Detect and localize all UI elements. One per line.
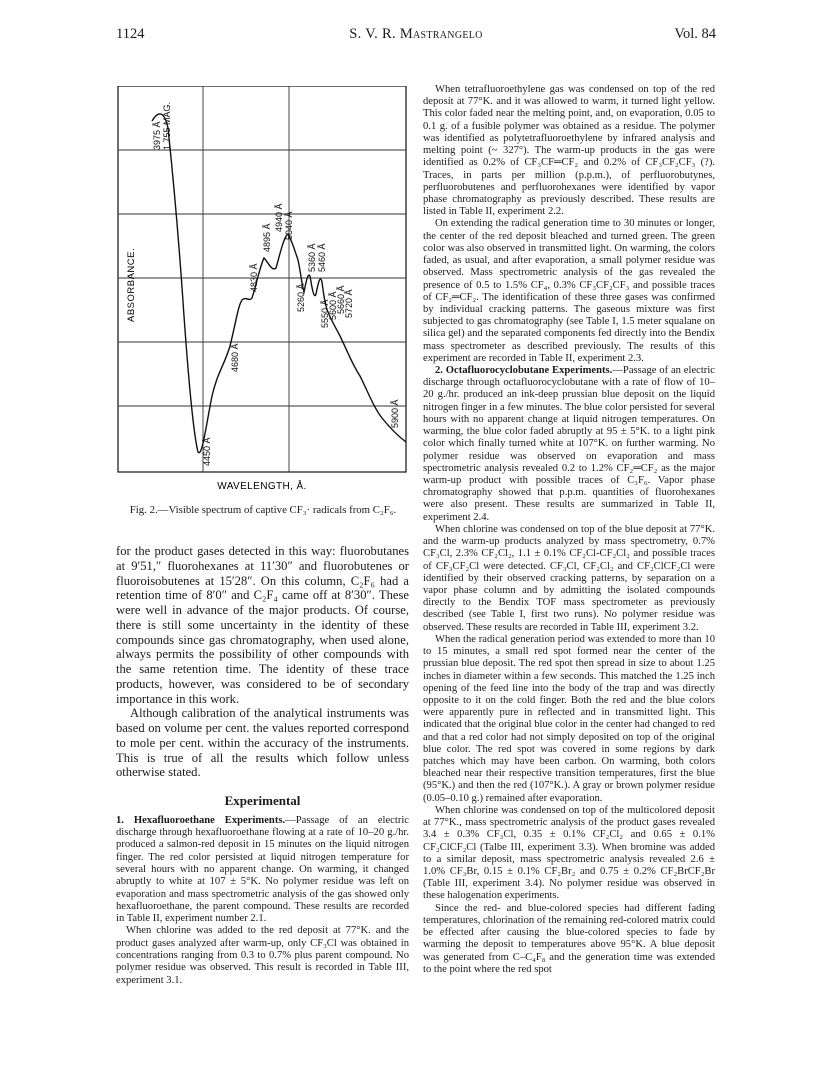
author-header: S. V. R. Mastrangelo xyxy=(349,26,483,42)
running-head xyxy=(116,26,716,46)
paragraph: Although calibration of the analytical instruments was based on volume per cent. the values reported correspond to mole per cent. within the accuracy of the instruments. This is true of all the results which follow unless otherwise stated. xyxy=(116,706,409,780)
left-column xyxy=(116,544,409,987)
section-heading: Experimental xyxy=(224,793,301,808)
peak-label: 5720 Å xyxy=(344,289,354,318)
peak-label: 5040 Å xyxy=(284,211,294,240)
paragraph: When chlorine was condensed on top of the multicolored deposit at 77°K., mass spectrometric analysis of the product gases revealed 3.4 ± 0.3% CF₃Cl, 0.35 ± 0.1% CF₂Cl₂ and 0.65 ± 0.1% CF₂ClCF₂Cl (Talbe III, experiment 3.3). When bromine was added to a similar deposit, mass spectrometric analysis revealed 2.6 ± 1.0% CF₃Br, 0.15 ± 0.1% CF₂Br₂ and 0.75 ± 0.2% CF₂BrCF₂Br (Table III, experiment 3.4). No polymer residue was observed in these halogenation experiments. xyxy=(423,804,715,902)
peak-label: 4895 Å xyxy=(262,223,272,252)
peak-label: 4680 Å xyxy=(230,343,240,372)
peak-label: 5260 Å xyxy=(296,283,306,312)
volume-header: Vol. 84 xyxy=(674,26,716,42)
peak-label: 5360 Å xyxy=(307,243,317,272)
peak-label: 5660 Å xyxy=(336,285,346,314)
page-number: 1124 xyxy=(116,26,145,42)
paragraph: for the product gases detected in this way: fluorobutanes at 9′51,″ fluorohexanes at 11′30″ and fluorobutenes or fluoroisobutenes at 15′28″. On this column, C₂F₆ had a retention time of 8′0″ and C₂F₄ came off at 8′30″. These were well in advance of the major products. Of course, there is still some uncertainty in the identity of these compounds since gas chromatography, when used alone, always permits the possibility of other compounds with the same retention time. The identity of these trace products, however, was considered to be of secondary importance in this work. xyxy=(116,544,409,706)
y-axis-label: ABSORBANCE. xyxy=(126,247,137,322)
paragraph: On extending the radical generation time to 30 minutes or longer, the center of the red deposit bleached and turned green. The green color was also observed in transmitted light. On warming, the colors faded, as usual, and after evaporation, a small polymer residue was observed. Mass spectrometric analysis of the gas revealed the presence of 0.5 to 1.5% CF₄, 0.3% CF₃CF₂CF₃ and possible traces of CF₂═CF₂. The identification of these three gases was confirmed by individual cracking patterns. The gaseous mixture was first subjected to gas chromatography (see Table I, 1.5 meter squalane on silica gel) and the separated components fed directly into the Bendix mass spectrometer as described previously. The results of this experiment are recorded in Table II, experiment 2.3. xyxy=(423,218,715,364)
spectrum-plot xyxy=(112,86,412,496)
paragraph: When chlorine was added to the red deposit at 77°K. and the product gases analyzed after warm-up, only CF₃Cl was obtained in concentrations ranging from 0.3 to 0.7% plus parent compound. No polymer residue was observed. This result is recorded in Table III, experiment 3.1. xyxy=(116,925,409,986)
subsection-title: 1. Hexafluoroethane Experiments. xyxy=(116,814,286,826)
peak-label: 4830 Å xyxy=(249,263,259,292)
paragraph: Since the red- and blue-colored species had different fading temperatures, chlorination of the remaining red-colored matrix could be effected after causing the blue-colored species to fade by warming the deposit to temperatures above 95°K. A blue deposit was generated from C–C₄F₈ and the generation time was extended to the point where the red spot xyxy=(423,902,715,975)
peak-label: 3975 Å xyxy=(152,121,162,150)
figure-caption: Fig. 2.—Visible spectrum of captive CF₃· radicals from C₂F₆. xyxy=(129,504,397,516)
peak-label: 1.755 MAG. xyxy=(162,101,172,150)
spectrum-figure xyxy=(112,86,412,526)
paragraph: 2. Octafluorocyclobutane Experiments.—Passage of an electric discharge through octafluorocyclobutane with a rate of flow of 10–20 g./hr. produced an ink-deep prussian blue deposit on the liquid nitrogen finger in a few minutes. The blue color persisted for several hours with no apparent change at liquid nitrogen temperatures. On warming, the blue color faded abruptly at 95 ± 5°K. to a light pink color which finally turned white at 107°K. on further warming. No polymer residue was observed on evaporation and mass spectrometric analysis revealed 0.2 to 1.2% CF₂═CF₂ as the major warm-up product with possible traces of C₃F₆. Vapor phase chromatography showed that p.p.m. quantities of fluorohexanes were also present. These results are summarized in Table II, experiment 2.4. xyxy=(423,365,715,523)
peak-label: 5460 Å xyxy=(317,243,327,272)
paragraph: When tetrafluoroethylene gas was condensed on top of the red deposit at 77°K. and it was allowed to warm, it turned light yellow. This color faded near the melting point, and, on evaporation, 0.05 to 0.1 g. of a fusible polymer was obtained as a residue. The polymer was identified as polytetrafluoroethylene by infrared analysis and melting point (~ 327°). The warm-up products in the gas were identified as 0.2% of CF₃CF═CF₂ and 0.2% of CF₃CF₂CF₃ (?). Traces, in parts per million (p.p.m.), of perfluorobutynes, perfluorobutenes and perfluorohexanes were identified by vapor phase chromatography as previously described. These results are listed in Table II, experiment 2.2. xyxy=(423,84,715,218)
subsection-title: 2. Octafluorocyclobutane Experiments. xyxy=(435,365,613,377)
peak-label: 5900 Å xyxy=(390,399,400,428)
experimental-text xyxy=(116,815,409,987)
peak-label: 4450 Å xyxy=(202,437,212,466)
peak-label: 5600 Å xyxy=(328,291,338,320)
peak-label: 5550 Å xyxy=(320,299,330,328)
x-axis-label: WAVELENGTH, Å. xyxy=(217,481,307,492)
paragraph: When chlorine was condensed on top of the blue deposit at 77°K. and the warm-up products analyzed by mass spectrometry, 0.7% CF₃Cl, 2.3% CF₂Cl₂, 1.1 ± 0.1% CF₂Cl-CF₂Cl₂ and possible traces of CF₃CF₂Cl were detected. CF₃Cl, CF₂Cl₂ and CF₂ClCF₂Cl were identified by their observed cracking patterns, by separation on a vapor phase column and by admitting the isolated compounds directly to the Bendix TOF mass spectrometer as previously described (see Table I, first two runs). No polymer residue was observed. These results are recorded in Table III, experiment 3.2. xyxy=(423,523,715,633)
peak-label: 4940 Å xyxy=(274,203,284,232)
paragraph: 1. Hexafluoroethane Experiments.—Passage of an electric discharge through hexafluoroethane flowing at a rate of 10–20 g./hr. produced a salmon-red deposit in 15 minutes on the liquid nitrogen finger. The red color persisted at liquid nitrogen temperature for several hours with no apparent change. On warming, it changed abruptly to white at 107 ± 5°K. No polymer residue was left on evaporation and mass spectrometric analysis of the gas showed only hexafluoroethane, the parent compound. These results are recorded in Table II, experiment number 2.1. xyxy=(116,814,409,925)
right-column xyxy=(423,84,715,976)
paragraph: When the radical generation period was extended to more than 10 to 15 minutes, a small red spot formed near the center of the prussian blue deposit. The red spot then spread in size to about 1.25 inches in diameter within a few seconds. This matched the 1.25 inch opening of the feed line into the body of the trap and was directly opposite to it on the cold finger. Both the red and the blue colors were apparently pure in reflected and in transmitted light. This indicated that the original blue color in the center had changed to red and that a red color had not simply deposited on top of the original blue color. The red spot was covered in some regions by dark patches which may have been carbon. On warming, both colors bleached near their respective transition temperatures, first the blue (95°K.) and then the red (107°K.). A gray or brown polymer residue (0.05–0.10 g.) remained after evaporation. xyxy=(423,633,715,804)
spectrum-trace xyxy=(152,114,406,453)
